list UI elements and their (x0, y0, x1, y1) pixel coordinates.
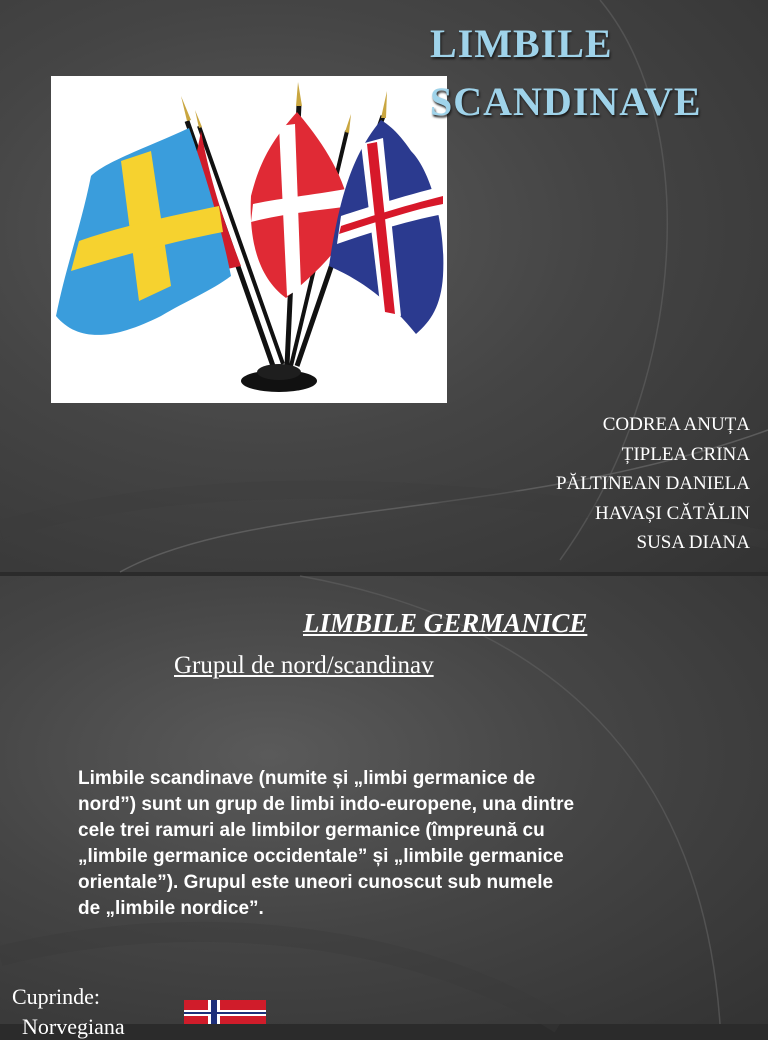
norway-flag-icon (184, 1000, 266, 1024)
list-item: Norvegiana (22, 1014, 125, 1039)
iceland-flag-image (329, 120, 444, 334)
slide1-title-line1: LIMBILE (430, 21, 613, 66)
slide2-subtitle: Grupul de nord/scandinav (174, 652, 434, 679)
authors-list (450, 410, 750, 558)
author-name: CODREA ANUȚA (602, 414, 750, 435)
slide1-title-line2: SCANDINAVE (430, 79, 702, 124)
author-name: PĂLTINEAN DANIELA (555, 473, 750, 494)
content-slide (0, 576, 768, 1039)
denmark-flag-image (251, 112, 351, 298)
author-name: ȚIPLEA CRINA (621, 443, 750, 465)
author-name: HAVAȘI CĂTĂLIN (594, 502, 750, 524)
author-name: SUSA DIANA (636, 532, 750, 553)
slide2-body-text: Limbile scandinave (numite și „limbi germanice de nord”) sunt un grup de limbi indo-europene, una dintre cele trei ramuri ale limbilor germanice (împreună cu „limbile germanice occidentale” și „limbile germanice orientale”). Grupul este uneori cunoscut sub numele de „limbile nordice”. (78, 768, 575, 919)
list-heading: Cuprinde: (12, 984, 100, 1009)
scandinavian-flags-photo (51, 76, 447, 403)
slide2-title: LIMBILE GERMANICE (303, 608, 588, 638)
